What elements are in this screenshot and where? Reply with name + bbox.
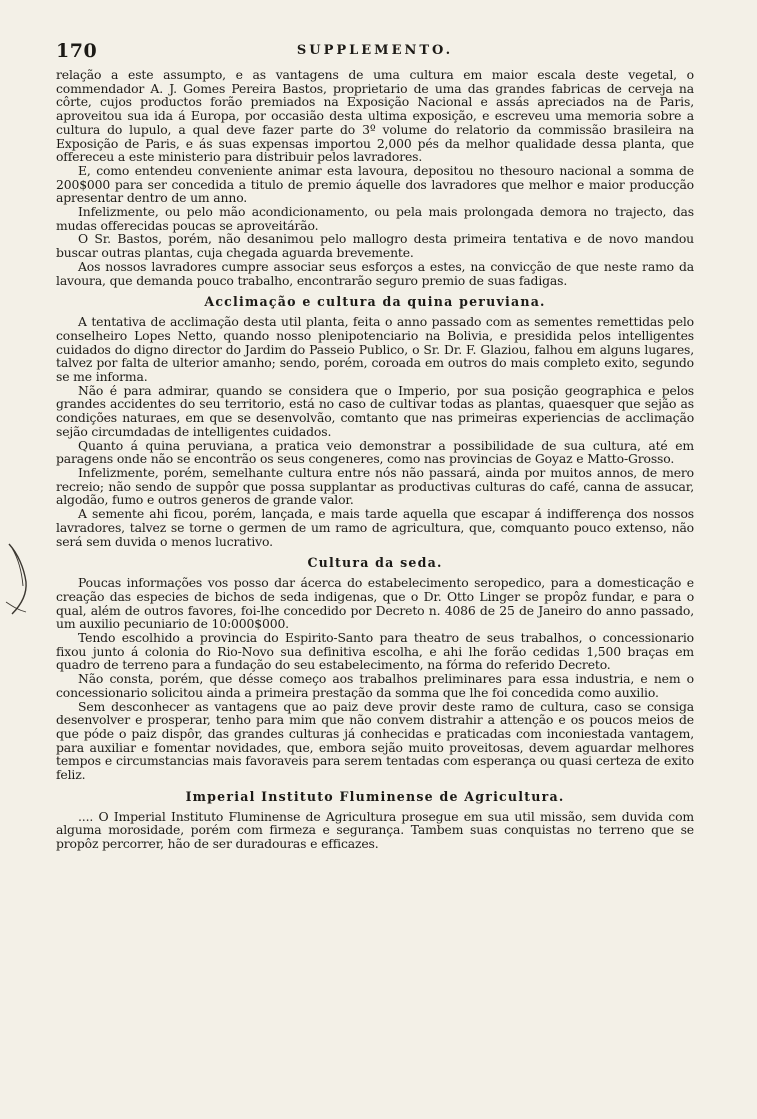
paragraph: O Sr. Bastos, porém, não desanimou pelo mallogro desta primeira tentativa e de novo mandou buscar outras plantas, cuja chegada aguarda brevemente. bbox=[56, 231, 694, 261]
section-seda bbox=[56, 555, 694, 782]
paragraph: Quanto á quina peruviana, a pratica veio demonstrar a possibilidade de sua cultura, até em paragens onde não se encontrão os seus congeneres, como nas provincias de Goyaz e Matto-Grosso. bbox=[56, 437, 694, 467]
page-header bbox=[56, 40, 694, 64]
section-heading: Imperial Instituto Fluminense de Agricultura. bbox=[185, 788, 565, 804]
section-heading: Acclimação e cultura da quina peruviana. bbox=[204, 294, 546, 310]
paragraph: Infelizmente, ou pelo mão acondicionamento, ou pela mais prolongada demora no trajecto, das mudas offerecidas poucas se aproveitárão. bbox=[56, 204, 694, 233]
paragraph: A tentativa de acclimação desta util planta, feita o anno passado com as sementes remettidas pelo conselheiro Lopes Netto, quando nosso plenipotenciario na Bolivia, e presidida pelos intelligentes cuidados do digno director do Jardim do Passeio Publico, o Sr. Dr. F. Glaziou, falhou em alguns lugares, talvez por falta de ulterior amanho; sendo, porém, coroada em outros do mais completo exito, segundo se me informa. bbox=[56, 314, 694, 385]
section-instituto bbox=[56, 789, 694, 851]
paragraph: Tendo escolhido a provincia do Espirito-Santo para theatro de seus trabalhos, o concessionario fixou junto á colonia do Rio-Novo sua definitiva escolha, e ahi lhe forão cedidas 1,500 braças em quadro de terreno para a fundação do seu estabelecimento, na fórma do referido Decreto. bbox=[56, 630, 694, 673]
intro-block bbox=[56, 68, 694, 287]
paragraph: relação a este assumpto, e as vantagens de uma cultura em maior escala deste vegetal, o commendador A. J. Gomes Pereira Bastos, proprietario de uma das grandes fabricas de cerveja na côrte, cujos productos forão premiados na Exposição Nacional e assás apreciados na de Paris, aproveitou sua ida á Europa, por occasião desta ultima exposição, e escreveu uma memoria sobre a cultura do lupulo, a qual deve fazer parte do 3º volume do relatorio da commissão brasileira na Exposição de Paris, e ás suas expensas importou 2,000 pés da melhor qualidade dessa planta, que offereceu a este ministerio para distribuir pelos lavradores. bbox=[56, 67, 694, 165]
paragraph: .... O Imperial Instituto Fluminense de Agricultura prosegue em sua util missão, sem duvida com alguma morosidade, porém com firmeza e segurança. Tambem suas conquistas no terreno que se propôz percorrer, hão de ser duradouras e efficazes. bbox=[56, 808, 694, 852]
paragraph: Aos nossos lavradores cumpre associar seus esforços a estes, na convicção de que neste ramo da lavoura, que demanda pouco trabalho, encontrarão seguro premio de suas fadigas. bbox=[56, 258, 694, 288]
paragraph: E, como entendeu conveniente animar esta lavoura, depositou no thesouro nacional a somma de 200$000 para ser concedida a titulo de premio áquelle dos lavradores que melhor e maior producção apresentar dentro de um anno. bbox=[56, 162, 694, 206]
section-quina bbox=[56, 294, 694, 548]
section-heading: Cultura da seda. bbox=[307, 555, 443, 571]
page-number: 170 bbox=[56, 40, 98, 62]
paragraph: Não consta, porém, que désse começo aos trabalhos preliminares para essa industria, e nem o concessionario solicitou ainda a primeira prestação da somma que lhe foi concedida como auxilio. bbox=[56, 671, 694, 700]
running-title: SUPPLEMENTO. bbox=[296, 43, 454, 58]
paragraph: A semente ahi ficou, porém, lançada, e mais tarde aquella que escapar á indifferença dos nossos lavradores, talvez se torne o germen de um ramo de agricultura, que, comquanto pouco extenso, não será sem duvida o menos lucrativo. bbox=[56, 506, 694, 549]
margin-pencil-mark bbox=[4, 540, 34, 620]
paragraph: Sem desconhecer as vantagens que ao paiz deve provir deste ramo de cultura, caso se consiga desenvolver e prosperar, tenho para mim que não convem distrahir a attenção e os poucos meios de que póde o paiz dispôr, das grandes culturas já conhecidas e praticadas com inconiestada vantagem, para auxiliar e fomentar novidades, que, embora sejão muito proveitosas, devem aguardar melhores tempos e circumstancias mais favoraveis para serem tentadas com esperança ou quasi certeza de exito feliz. bbox=[56, 698, 694, 783]
paragraph: Infelizmente, porém, semelhante cultura entre nós não passará, ainda por muitos annos, de mero recreio; não sendo de suppôr que possa supplantar as productivas culturas do café, canna de assucar, algodão, fumo e outros generos de grande valor. bbox=[56, 464, 694, 508]
paragraph: Poucas informações vos posso dar ácerca do estabelecimento seropedico, para a domesticação e creação das especies de bichos de seda indigenas, que o Dr. Otto Linger se propôz fundar, e para o qual, além de outros favores, foi-lhe concedido por Decreto n. 4086 de 25 de Janeiro do anno passado, um auxilio pecuniario de 10:000$000. bbox=[56, 575, 694, 632]
paragraph: Não é para admirar, quando se considera que o Imperio, por sua posição geographica e pelos grandes accidentes do seu territorio, está no caso de cultivar todas as plantas, quaesquer que sejão as condições naturaes, em que se desenvolvão, comtanto que nas primeiras experiencias de acclimação sejão circumdadas de intelligentes cuidados. bbox=[56, 382, 694, 439]
document-page bbox=[56, 40, 694, 851]
